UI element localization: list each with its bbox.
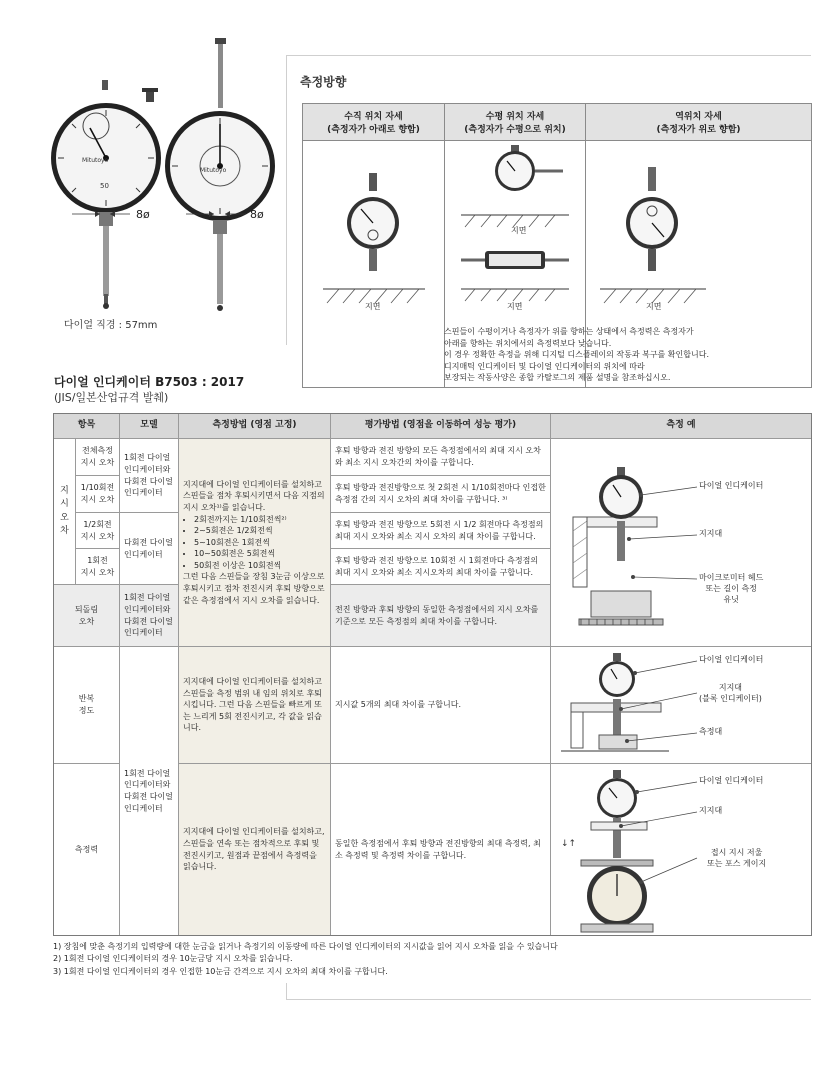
eval-half-error: 후퇴 방향과 전진 방향으로 5회전 시 1/2 회전마다 측정점의 최대 지시 오차와 최소 지시 오차의 최대 차이를 구합니다. [331, 513, 551, 549]
model-line: 1회전 다이얼 [124, 593, 171, 603]
standard-subtitle: (JIS/일본산업규격 발췌) [54, 391, 169, 404]
note-line: 이 경우 정확한 측정을 위해 디지털 디스플레이의 작동과 복구를 확인합니다. [444, 350, 709, 360]
direction-header-vertical [303, 104, 445, 140]
example-label-group [699, 683, 762, 705]
footnote: 1) 장침에 맞춘 측정기의 입력량에 대한 눈금을 읽거나 측정기의 이동량에 따른 다이얼 인디케이터의 지시값을 읽어 지시 오차를 읽을 수 있습니다 [53, 942, 558, 951]
direction-header-line: 수평 위치 자세 [485, 112, 545, 122]
divider [286, 999, 811, 1000]
method-step: • 10~50회전은 5회전씩 [194, 548, 326, 560]
method-step: • 50회전 이상은 10회전씩 [194, 560, 326, 572]
model-line: 인디케이터와 [124, 604, 171, 614]
direction-header-inverted [586, 104, 811, 140]
item-line: 지시 오차 [80, 458, 115, 467]
example-label: 마이크로미터 헤드 [699, 573, 764, 582]
divider [286, 55, 811, 56]
item-line: 되돌림 [74, 604, 99, 614]
footnotes [53, 941, 810, 978]
item-line: 지시 오차 [80, 567, 115, 577]
svg-text:Mitutoyo: Mitutoyo [200, 167, 227, 174]
method-intro: 지지대에 다이얼 인디케이터를 설치하고 스핀들을 점차 후퇴시키면서 다음 지점의 지시 오차¹⁾를 읽습니다. [183, 479, 325, 512]
eval-repeatability: 지시값 5개의 최대 차이를 구합니다. [331, 647, 551, 764]
item-repeatability [54, 647, 120, 764]
example-label: 접시 지시 저울 [710, 848, 763, 857]
item-line: 정도 [78, 706, 95, 715]
divider [286, 55, 287, 345]
floor-label: 지면 [511, 226, 527, 235]
svg-text:↓↑: ↓↑ [561, 839, 577, 849]
model-one-rev-multi [120, 439, 179, 513]
model-line: 다회전 다이얼 [124, 792, 173, 801]
method-repeatability: 지지대에 다이얼 인디케이터를 설치하고 스핀들을 측정 범위 내 임의 위치로 후퇴시킵니다. 그런 다음 스핀들을 빠르게 또는 느리게 5회 전진시키고, 각 값을 읽습니다. [179, 647, 331, 764]
model-line: 다회전 다이얼 [124, 537, 173, 547]
footnote: 3) 1회전 다이얼 인디케이터의 경우 인접한 10눈금 간격으로 지시 오차의 최대 차이를 구합니다. [53, 966, 388, 976]
item-measuring-force [54, 764, 120, 935]
item-one-rev-error [76, 549, 120, 585]
item-line: 오차 [78, 616, 95, 626]
method-force: 지지대에 다이얼 인디케이터를 설치하고, 스핀들을 연속 또는 점차적으로 후퇴 및 전진시키고, 원점과 끝점에서 측정력을 읽습니다. [179, 764, 331, 935]
model-line: 인디케이터와 [124, 780, 171, 790]
item-line: 전체측정 [82, 446, 113, 456]
model-line: 인디케이터 [124, 803, 163, 813]
floor-label: 지면 [507, 302, 523, 311]
model-multi-rev [120, 513, 179, 585]
model-line: 1회전 다이얼 [124, 768, 171, 778]
method-step: • 2회전까지는 1/10회전씩²⁾ [194, 514, 326, 526]
method-step: • 2~5회전은 1/2회전씩 [194, 525, 326, 537]
note-line: 디지매틱 인디케이터 및 다이얼 인디케이터의 위치에 따라 [444, 361, 645, 371]
item-total-error [76, 439, 120, 476]
model-line: 인디케이터 [124, 488, 163, 498]
method-indication-error [179, 439, 331, 647]
example-label: (블록 인디케이터) [699, 693, 762, 703]
eval-hysteresis: 전진 방향과 후퇴 방향의 동일한 측정점에서의 지시 오차를 기준으로 모든 측정점의 최대 차이를 구합니다. [331, 585, 551, 647]
note-line: 아래를 향하는 위치에서의 측정력보다 낮습니다. [444, 338, 612, 348]
header-evaluation: 평가방법 (영점을 이동하여 성능 평가) [331, 414, 551, 439]
header-model: 모델 [120, 414, 179, 439]
example-label: 다이얼 인디케이터 [699, 481, 764, 490]
spindle-diameter-label-right: 8ø [250, 208, 264, 221]
item-hysteresis [54, 585, 120, 647]
group-char: 차 [60, 525, 69, 536]
method-step-list [183, 514, 326, 572]
direction-table [302, 103, 812, 388]
model-line: 인디케이터와 [124, 464, 171, 474]
eval-force: 동일한 측정점에서 후퇴 방향과 전진방향의 최대 측정력, 최소 측정력 및 측정력 차이를 구합니다. [331, 764, 551, 935]
example-label: 지지대 [699, 529, 723, 538]
example-label: 다이얼 인디케이터 [699, 776, 764, 785]
method-outro: 그런 다음 스핀들을 장침 3눈금 이상으로 후퇴시키고 점차 전진시켜 후퇴 방향으로 같은 측정점에서 지시 오차를 읽습니다. [183, 572, 325, 605]
model-line: 1회전 다이얼 [124, 453, 171, 463]
note-line: 스핀들이 수평이거나 측정자가 위를 향하는 상태에서 측정력은 측정자가 [444, 327, 694, 336]
note-line: 보장되는 작동사양은 종합 카탈로그의 제품 설명을 참조하십시오. [444, 373, 671, 383]
model-hysteresis [120, 585, 179, 647]
eval-total-error: 후퇴 방향과 전진 방향의 모든 측정점에서의 최대 지시 오차와 최소 지시 오차간의 차이를 구합니다. [331, 439, 551, 476]
example-indication-error [551, 439, 811, 647]
header-example: 측정 예 [551, 414, 811, 439]
example-measuring-force [551, 764, 811, 935]
direction-header-horizontal [445, 104, 586, 140]
standard-title: 다이얼 인디케이터 B7503 : 2017 [54, 375, 245, 389]
header-item: 항목 [54, 414, 120, 439]
example-repeatability [551, 647, 811, 764]
standard-table [53, 413, 812, 936]
svg-text:50: 50 [100, 182, 109, 190]
model-line: 다회전 다이얼 [124, 476, 173, 486]
example-label-group [707, 848, 766, 870]
example-label: 또는 포스 게이지 [707, 858, 767, 868]
example-label: 다이얼 인디케이터 [699, 655, 764, 664]
model-line: 다회전 다이얼 [124, 616, 173, 626]
footnote: 2) 1회전 다이얼 인디케이터의 경우 10눈금당 지시 오차를 읽습니다. [53, 954, 293, 964]
eval-tenth-error: 후퇴 방향과 전진방향으로 첫 2회전 시 1/10회전마다 인접한 측정점 간의 지시 오차의 최대 차이를 구합니다. ³⁾ [331, 476, 551, 513]
header-method: 측정방법 (영점 고정) [179, 414, 331, 439]
direction-header-line: (측정자가 아래로 향함) [327, 125, 420, 135]
item-line: 지시 오차 [80, 531, 115, 541]
model-line: 인디케이터 [124, 549, 163, 559]
direction-header-line: (측정자가 위로 향함) [656, 125, 741, 135]
method-step: • 5~10회전은 1회전씩 [194, 537, 326, 549]
example-label: 유닛 [723, 594, 739, 604]
item-line: 지시 오차 [80, 495, 115, 504]
example-diagram-force [551, 764, 811, 935]
item-line: 측정력 [74, 844, 99, 854]
item-half-error [76, 513, 120, 549]
dial-indicator-images [50, 38, 280, 338]
direction-header-line: 역위치 자세 [675, 112, 722, 122]
example-label: 또는 길이 측정 [705, 583, 757, 593]
item-line: 1회전 [87, 555, 108, 565]
example-label-group [699, 573, 763, 605]
group-char: 시 [60, 499, 69, 510]
model-repeat-force [120, 647, 179, 935]
example-label: 지지대 [718, 683, 743, 692]
direction-cell-vertical [303, 140, 445, 388]
dial-caption: 다이얼 직경 : 57mm [64, 320, 158, 331]
item-line: 1/2회전 [83, 519, 112, 529]
dial-indicator-photo [50, 38, 280, 328]
direction-title: 측정방향 [300, 75, 347, 89]
divider [286, 983, 287, 1000]
indication-error-group [54, 439, 76, 585]
group-char: 오 [60, 512, 69, 523]
example-label: 지지대 [699, 806, 723, 815]
direction-header-line: (측정자가 수평으로 위치) [464, 125, 566, 135]
floor-label: 지면 [646, 302, 662, 311]
svg-text:Mitutoyo: Mitutoyo [82, 157, 109, 164]
item-line: 1/10회전 [80, 483, 115, 493]
example-diagram-repeat [551, 647, 811, 764]
item-line: 반복 [78, 694, 95, 704]
direction-note [444, 326, 804, 384]
eval-one-rev-error: 후퇴 방향과 전진 방향으로 10회전 시 1회전마다 측정점의 최대 지시 오차와 최소 지시오차의 최대 차이를 구합니다. [331, 549, 551, 585]
floor-label: 지면 [365, 302, 381, 311]
spindle-diameter-label-left: 8ø [136, 208, 150, 221]
inverted-position-diagram [586, 141, 811, 341]
direction-header-line: 수직 위치 자세 [344, 112, 403, 122]
model-line: 인디케이터 [124, 628, 163, 638]
example-label: 측정대 [699, 727, 723, 736]
item-tenth-error [76, 476, 120, 513]
example-diagram-micrometer [551, 439, 811, 647]
group-char: 지 [60, 486, 69, 497]
